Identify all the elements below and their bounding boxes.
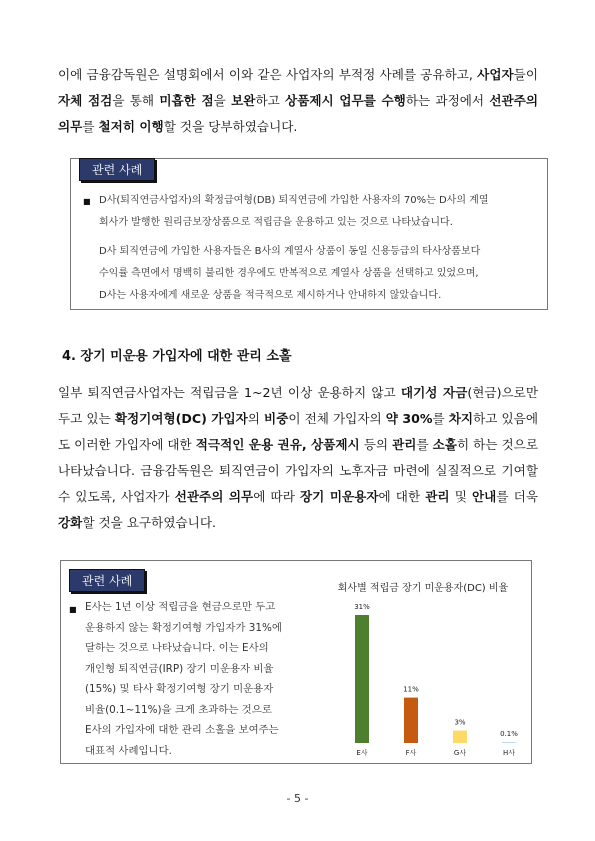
body-emph: 적극적인 운용 권유, 상품제시 — [195, 437, 360, 452]
case1-line: D사는 사용자에게 새로운 상품을 적극적으로 제시하거나 안내하지 않았습니다. — [99, 290, 442, 301]
body-emph: 약 30% — [385, 411, 433, 426]
intro-text: 할 것을 당부하였습니다. — [163, 119, 298, 134]
related-case-tag: 관련 사례 — [79, 158, 155, 181]
intro-text: 이에 금융감독원은 설명회에서 이와 같은 사업자의 부적정 사례를 공유하고, — [58, 67, 478, 82]
body-emph: 대기성 자금 — [400, 385, 468, 400]
section-heading: 4. 장기 미운용 가입자에 대한 관리 소홀 — [62, 349, 292, 364]
intro-emph: 사업자 — [477, 67, 514, 82]
body-text: 를 더욱 — [496, 489, 538, 504]
body-text: 일부 퇴직연금사업자는 적립금을 1~2년 이상 운용하지 않고 — [58, 385, 401, 400]
case2-line: (15%) 및 타사 확정기여형 장기 미운용자 — [85, 683, 274, 695]
body-text: (현금)으로만 두고 있는 — [58, 385, 538, 426]
related-case-tag: 관련 사례 — [69, 569, 145, 592]
intro-paragraph — [58, 62, 538, 140]
category-label: G사 — [453, 749, 467, 757]
bar-4 — [502, 742, 516, 743]
body-emph: 비중 — [264, 411, 289, 426]
body-emph: 안내 — [472, 489, 497, 504]
body-text: 를 — [432, 411, 449, 426]
intro-text: 들이 — [513, 67, 538, 82]
intro-text: 하고 — [255, 93, 286, 108]
intro-emph: 선관주의 의무 — [58, 93, 539, 134]
body-text: 에 대한 — [378, 489, 426, 504]
intro-emph: 자체 점검 — [58, 93, 113, 108]
body-text: 를 — [416, 437, 433, 452]
intro-emph: 상품제시 업무를 수행 — [285, 93, 406, 108]
intro-emph: 철저히 이행 — [98, 119, 164, 134]
case1-line: 수익률 측면에서 명백히 불리한 경우에도 반복적으로 계열사 상품을 선택하고 있었으며, — [99, 268, 479, 279]
category-label: H사 — [502, 749, 516, 757]
body-emph: 관리 — [425, 489, 450, 504]
body-emph: 장기 미운용자 — [299, 489, 379, 504]
intro-text: 를 — [82, 119, 99, 134]
body-text: 의 — [247, 411, 265, 426]
bar-1 — [355, 615, 369, 743]
bullet-square-icon: ■ — [69, 605, 77, 614]
bar-value-label: 11% — [403, 685, 419, 694]
case1-line: D사 퇴직연금에 가입한 사용자들은 B사의 계열사 상품이 동일 신용등급의 타사상품보다 — [99, 246, 481, 257]
body-text: 에 따라 — [253, 489, 300, 504]
bar-2 — [404, 698, 418, 743]
body-paragraph — [58, 380, 538, 536]
case2-line: E사의 가입자에 대한 관리 소홀을 보여주는 — [85, 724, 279, 736]
bullet-square-icon: ■ — [83, 197, 91, 206]
body-text: 히 하는 것으로 나타났습니다. 금융감독원은 퇴직연금이 가입자의 노후자금 마련에 실질적으로 기여할 수 있도록, 사업자가 — [58, 437, 538, 504]
related-case-box-2 — [60, 560, 532, 764]
body-emph: 강화 — [58, 515, 83, 530]
case1-line: D사(퇴직연금사업자)의 확정급여형(DB) 퇴직연금에 가입한 사용자의 70%는 D사의 계열 — [99, 195, 489, 206]
body-emph: 확정기여형(DC) 가입자 — [114, 411, 248, 426]
case2-line: 달하는 것으로 나타났습니다. 이는 E사의 — [85, 642, 269, 654]
chart-title: 회사별 적립금 장기 미운용자(DC) 비율 — [337, 583, 509, 594]
intro-text: 을 통해 — [112, 93, 160, 108]
body-text: 하고 있음에도 이러한 가입자에 대한 — [58, 411, 538, 452]
case2-line: 대표적 사례입니다. — [85, 744, 172, 757]
bar-chart — [313, 577, 523, 757]
case2-text — [85, 597, 305, 761]
body-emph: 차지 — [448, 411, 474, 426]
category-label: F사 — [405, 749, 417, 757]
bar-value-label: 31% — [354, 603, 370, 611]
case2-line: 비율(0.1~11%)을 크게 초과하는 것으로 — [85, 703, 272, 716]
related-case-box-1 — [70, 158, 548, 310]
body-emph: 선관주의 의무 — [174, 489, 254, 504]
body-text: 이 전체 가입자의 — [288, 411, 386, 426]
case1-line: 회사가 발행한 원리금보장상품으로 적립금을 운용하고 있는 것으로 나타났습니다. — [99, 217, 453, 228]
bar-value-label: 0.1% — [500, 730, 518, 738]
body-text: 및 — [449, 489, 473, 504]
bar-3 — [453, 731, 467, 743]
body-text: 할 것을 요구하였습니다. — [82, 515, 217, 530]
case2-line: 운용하지 않는 확정기여형 가입자가 31%에 — [85, 621, 282, 634]
body-emph: 관리 — [392, 437, 417, 452]
intro-emph: 미흡한 점 — [159, 93, 214, 108]
case2-line: 개인형 퇴직연금(IRP) 장기 미운용자 비율 — [85, 662, 274, 675]
intro-text: 을 — [213, 93, 232, 108]
intro-emph: 보완 — [231, 93, 256, 108]
body-text: 등의 — [359, 437, 393, 452]
case2-line: E사는 1년 이상 적립금을 현금으로만 두고 — [85, 601, 276, 613]
intro-text: 하는 과정에서 — [405, 93, 490, 108]
body-emph: 소홀 — [432, 437, 457, 452]
bar-value-label: 3% — [454, 718, 466, 727]
page-number: - 5 - — [286, 792, 309, 805]
category-label: E사 — [356, 749, 368, 757]
